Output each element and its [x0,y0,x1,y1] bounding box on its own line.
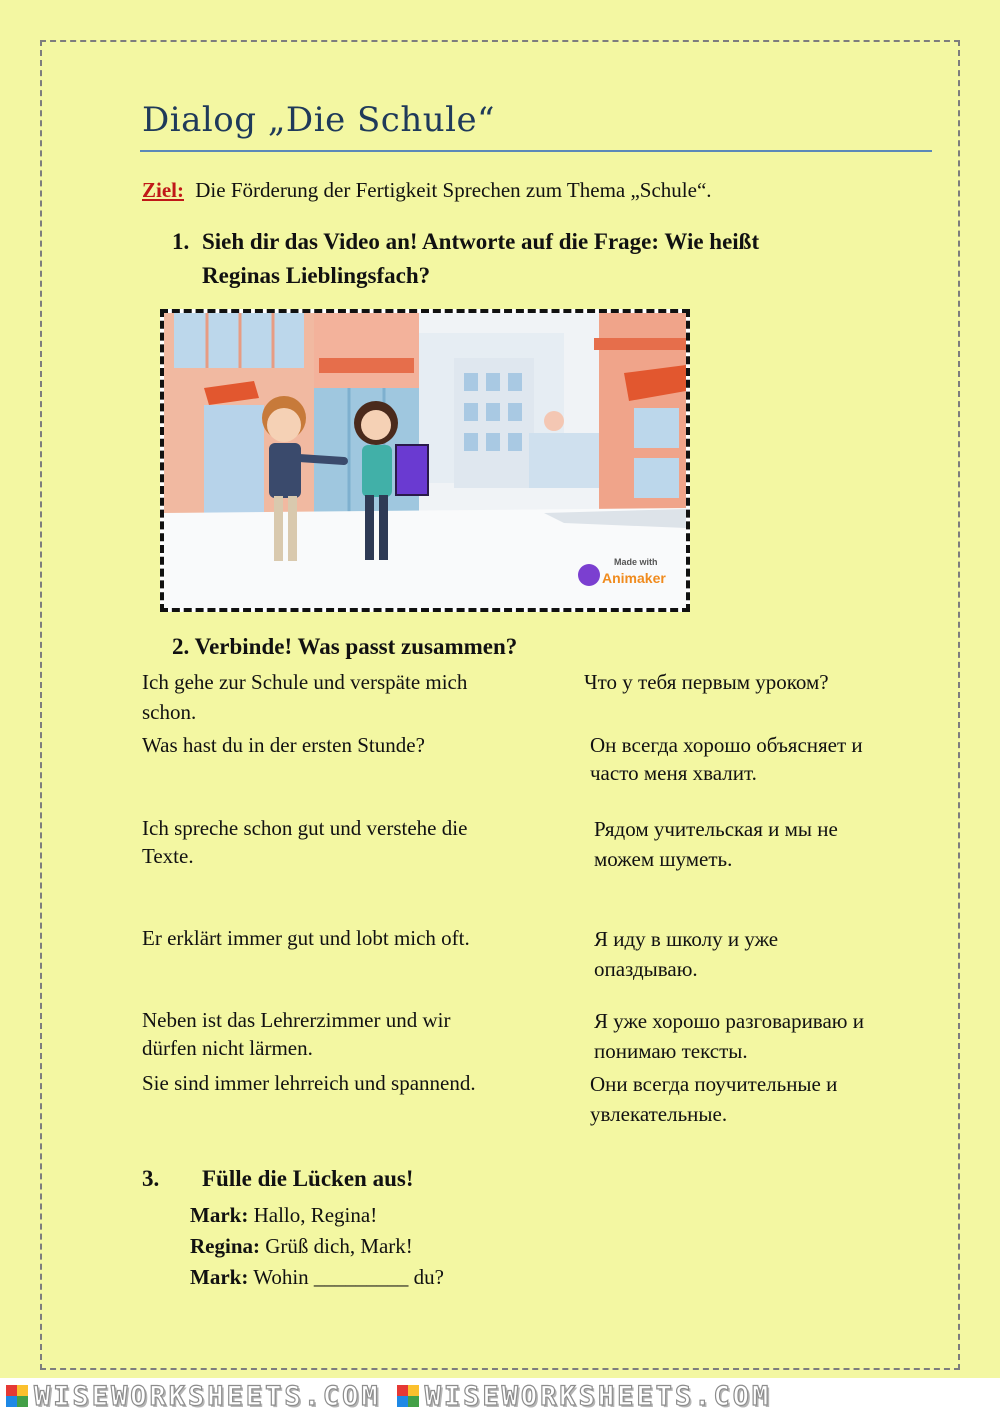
footer-brand[interactable] [391,1381,772,1412]
goal-text: Die Förderung der Fertigkeit Sprechen zum Thema „Schule“. [195,178,712,202]
video-scene-illustration [164,313,686,608]
dialog-speaker: Mark: [190,1265,249,1289]
watermark-brand: Animaker [602,570,666,586]
video-thumbnail[interactable] [160,309,690,612]
german-sentence: Neben ist das Lehrerzimmer und wir dürfen nicht lärmen. [142,1008,451,1060]
dialog-gap-text[interactable]: Wohin _________ du? [253,1265,444,1289]
russian-sentence: Я уже хорошо разговариваю и понимаю тексты. [594,1009,864,1063]
footer-watermark-bar [0,1378,1000,1414]
wiseworksheets-logo-icon [397,1385,419,1407]
dialog-block [190,1200,444,1293]
dialog-speaker: Mark: [190,1203,249,1227]
task1-number: 1. [172,229,190,254]
german-sentence: Er erklärt immer gut und lobt mich oft. [142,926,470,950]
task1-line2: Reginas Lieblingsfach? [202,263,431,288]
page-title: Dialog „Die Schule“ [142,100,496,140]
russian-sentence: Что у тебя первым уроком? [584,670,829,694]
german-sentence: Sie sind immer lehrreich und spannend. [142,1071,476,1095]
german-sentence: Ich spreche schon gut und verstehe die Texte. [142,816,468,868]
task1-heading [172,225,892,293]
dialog-line [190,1231,444,1262]
footer-brand-text: WISEWORKSHEETS.COM [34,1380,381,1412]
task1-line1: Sieh dir das Video an! Antworte auf die Frage: Wie heißt [202,229,760,254]
russian-sentence: Рядом учительская и мы не можем шуметь. [594,817,838,871]
dialog-speaker: Regina: [190,1234,260,1258]
watermark-caption: Made with [614,557,658,567]
goal-line [142,178,712,203]
task3-number: 3. [142,1166,160,1191]
dialog-text: Hallo, Regina! [253,1203,378,1227]
dialog-text: Grüß dich, Mark! [265,1234,413,1258]
task3-heading [142,1166,414,1192]
footer-brand[interactable] [0,1381,381,1412]
german-sentence: Ich gehe zur Schule und verspäte mich schon. [142,670,468,724]
title-divider [140,150,932,152]
footer-brand-text: WISEWORKSHEETS.COM [424,1380,772,1412]
wiseworksheets-logo-icon [6,1385,28,1407]
german-sentence: Was hast du in der ersten Stunde? [142,733,425,757]
dialog-line [190,1200,444,1231]
dialog-line [190,1262,444,1293]
task2-heading: 2. Verbinde! Was passt zusammen? [172,634,518,659]
russian-sentence: Я иду в школу и уже опаздываю. [594,927,779,981]
task3-title: Fülle die Lücken aus! [202,1166,414,1191]
russian-sentence: Он всегда хорошо объясняет и часто меня хвалит. [590,733,863,785]
goal-label: Ziel: [142,178,184,202]
russian-sentence: Они всегда поучительные и увлекательные. [590,1072,838,1126]
